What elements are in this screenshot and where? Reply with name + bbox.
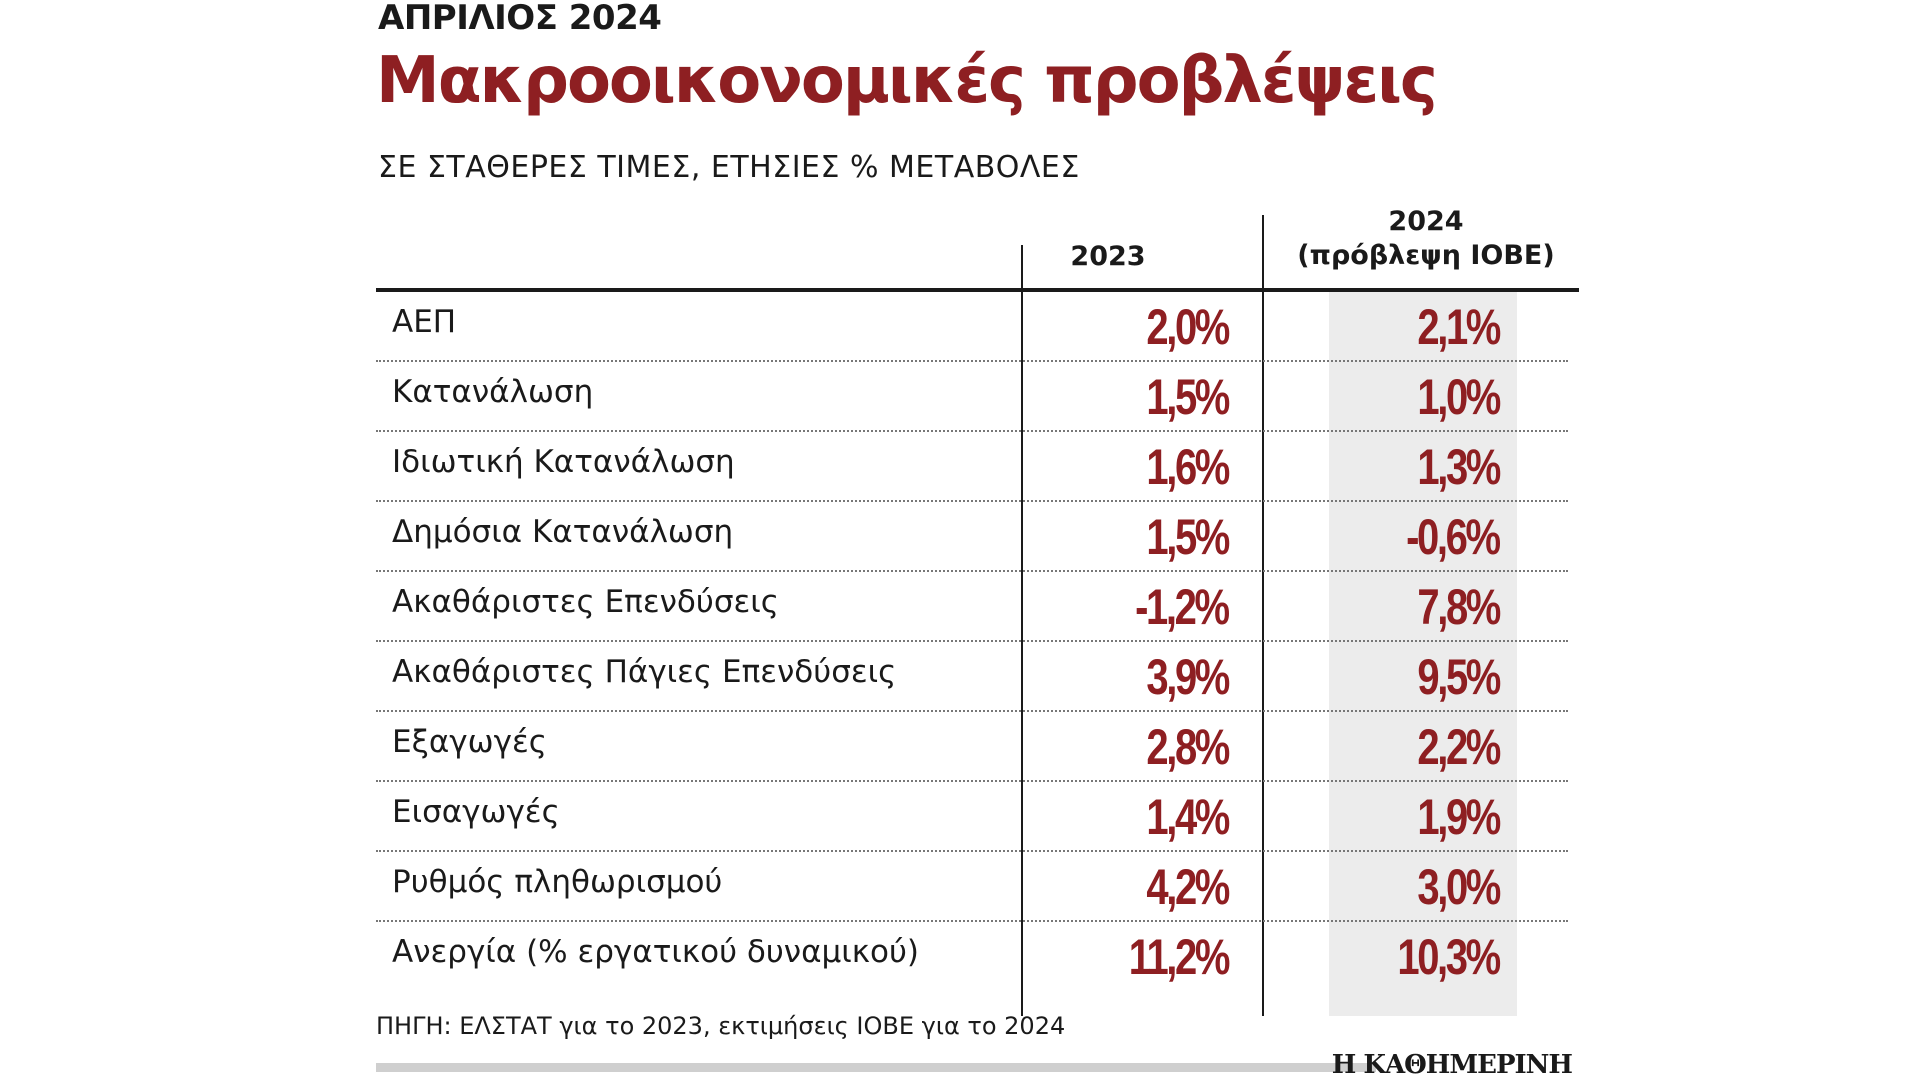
row-label: Ανεργία (% εργατικού δυναμικού): [392, 934, 920, 970]
value-2023: 1,5%: [1146, 369, 1228, 425]
table-row: [376, 292, 1568, 362]
value-2024: 10,3%: [1397, 929, 1499, 985]
row-label: ΑΕΠ: [392, 304, 457, 340]
bottom-bar: [376, 1063, 1376, 1072]
page-title: Μακροοικονομικές προβλέψεις: [376, 44, 1436, 118]
value-2023: 11,2%: [1128, 929, 1228, 985]
row-label: Κατανάλωση: [392, 374, 594, 410]
table-row: [376, 572, 1568, 642]
row-label: Ιδιωτική Κατανάλωση: [392, 444, 735, 480]
kicker: ΑΠΡΙΛΙΟΣ 2024: [378, 0, 662, 38]
row-label: Εισαγωγές: [392, 794, 560, 830]
table-row: [376, 362, 1568, 432]
column-header-2023-label: 2023: [1070, 241, 1146, 272]
table-row: [376, 642, 1568, 712]
table-row: [376, 502, 1568, 572]
value-2023: 2,0%: [1146, 299, 1228, 355]
row-label: Δημόσια Κατανάλωση: [392, 514, 734, 550]
value-2023: 1,6%: [1146, 439, 1228, 495]
value-2023: 1,5%: [1146, 509, 1228, 565]
column-header-2023: [1008, 240, 1208, 274]
value-2023: 2,8%: [1146, 719, 1228, 775]
row-label: Ακαθάριστες Πάγιες Επενδύσεις: [392, 654, 897, 690]
value-2024: 1,3%: [1417, 439, 1499, 495]
row-label: Εξαγωγές: [392, 724, 547, 760]
value-2024: 7,8%: [1417, 579, 1499, 635]
value-2024: 3,0%: [1417, 859, 1499, 915]
row-label: Ακαθάριστες Επενδύσεις: [392, 584, 779, 620]
value-2024: 1,0%: [1417, 369, 1499, 425]
value-2024: -0,6%: [1406, 509, 1499, 565]
value-2023: 1,4%: [1146, 789, 1228, 845]
value-2024: 2,1%: [1417, 299, 1499, 355]
value-2024: 1,9%: [1417, 789, 1499, 845]
source-note: ΠΗΓΗ: ΕΛΣΤΑΤ για το 2023, εκτιμήσεις ΙΟΒΕ για το 2024: [376, 1012, 1066, 1040]
row-label: Ρυθμός πληθωρισμού: [392, 864, 723, 900]
value-2023: 4,2%: [1146, 859, 1228, 915]
table-row: [376, 852, 1568, 922]
subtitle: ΣΕ ΣΤΑΘΕΡΕΣ ΤΙΜΕΣ, ΕΤΗΣΙΕΣ % ΜΕΤΑΒΟΛΕΣ: [378, 150, 1080, 185]
brand-logo: Η ΚΑΘΗΜΕΡΙΝΗ: [1331, 1050, 1572, 1080]
column-header-2024: [1276, 205, 1576, 273]
column-header-2024-note: (πρόβλεψη ΙΟΒΕ): [1297, 240, 1555, 271]
value-2023: -1,2%: [1135, 579, 1228, 635]
table-row: [376, 782, 1568, 852]
value-2024: 2,2%: [1417, 719, 1499, 775]
table-row: [376, 432, 1568, 502]
column-header-2024-year: 2024: [1388, 206, 1464, 237]
table-row: [376, 712, 1568, 782]
value-2023: 3,9%: [1146, 649, 1228, 705]
value-2024: 9,5%: [1417, 649, 1499, 705]
table-row: [376, 922, 1568, 992]
infographic: [376, 0, 1576, 1080]
